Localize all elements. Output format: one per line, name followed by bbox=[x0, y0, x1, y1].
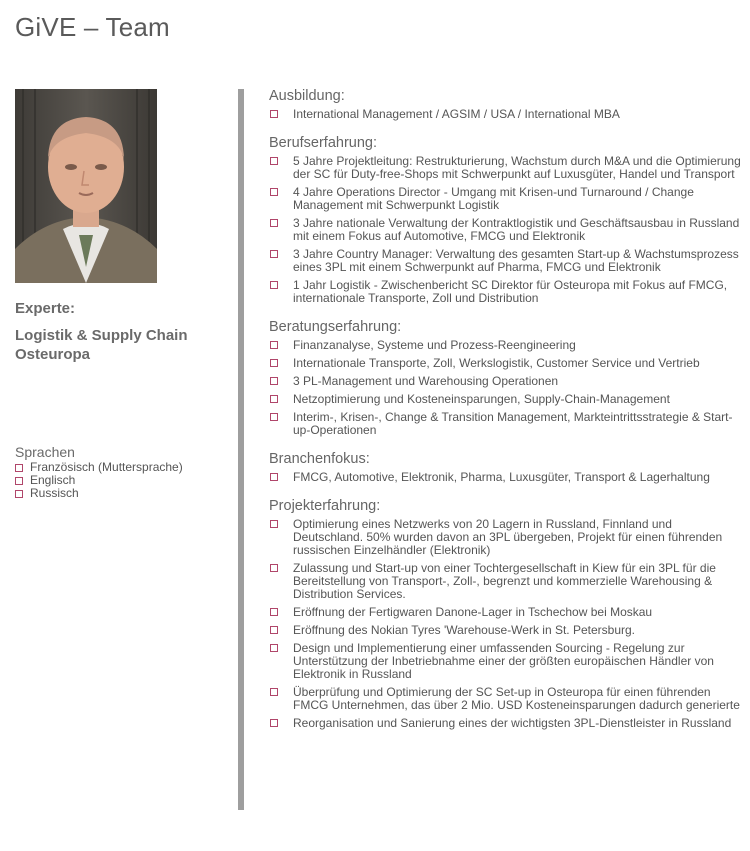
section-work-experience bbox=[269, 135, 744, 305]
square-bullet-icon bbox=[270, 626, 278, 634]
language-item: Russisch bbox=[15, 487, 183, 500]
list-item: FMCG, Automotive, Elektronik, Pharma, Luxusgüter, Transport & Lagerhaltung bbox=[269, 471, 744, 484]
list-item: 3 Jahre Country Manager: Verwaltung des gesamten Start-up & Wachstumsprozess eines 3PL mit einem Schwerpunkt auf Pharma, FMCG und Elektronik bbox=[269, 248, 744, 274]
square-bullet-icon bbox=[270, 377, 278, 385]
list-item: Überprüfung und Optimierung der SC Set-up in Osteuropa für einen führenden FMCG Unternehmen, das über 2 Mio. USD Kosteneinsparungen dadurch generierte bbox=[269, 686, 744, 712]
vertical-divider bbox=[238, 89, 244, 810]
square-bullet-icon bbox=[270, 110, 278, 118]
list-item: Design und Implementierung einer umfassenden Sourcing - Regelung zur Unterstützung der Inbetriebnahme einer der größten europäischen Händler von Elektronik in Russland bbox=[269, 642, 744, 681]
square-bullet-icon bbox=[15, 490, 23, 498]
list-item: 3 PL-Management und Warehousing Operationen bbox=[269, 375, 744, 388]
section-heading: Projekterfahrung: bbox=[269, 498, 381, 514]
language-item: Französisch (Muttersprache) bbox=[15, 461, 183, 474]
square-bullet-icon bbox=[270, 250, 278, 258]
square-bullet-icon bbox=[270, 157, 278, 165]
languages-block bbox=[15, 444, 183, 500]
list-item: Finanzanalyse, Systeme und Prozess-Reengineering bbox=[269, 339, 744, 352]
square-bullet-icon bbox=[270, 359, 278, 367]
expert-field: Logistik & Supply Chain Osteuropa bbox=[15, 327, 188, 363]
list-item: Eröffnung der Fertigwaren Danone-Lager in Tschechow bei Moskau bbox=[269, 606, 744, 619]
list-item: Netzoptimierung und Kosteneinsparungen, Supply-Chain-Management bbox=[269, 393, 744, 406]
list-item: Zulassung und Start-up von einer Tochtergesellschaft in Kiew für ein 3PL für die Bereitstellung von Transport-, Zoll-, begrenzt und kommerzielle Warehousing & Distribution Services. bbox=[269, 562, 744, 601]
section-education bbox=[269, 88, 744, 121]
section-project-experience bbox=[269, 498, 744, 730]
square-bullet-icon bbox=[270, 395, 278, 403]
square-bullet-icon bbox=[270, 520, 278, 528]
square-bullet-icon bbox=[15, 464, 23, 472]
square-bullet-icon bbox=[270, 219, 278, 227]
square-bullet-icon bbox=[270, 473, 278, 481]
list-item: 1 Jahr Logistik - Zwischenbericht SC Direktor für Osteuropa mit Fokus auf FMCG, internationale Transporte, Zoll und Distribution bbox=[269, 279, 744, 305]
square-bullet-icon bbox=[270, 608, 278, 616]
list-item: Internationale Transporte, Zoll, Werkslogistik, Customer Service und Vertrieb bbox=[269, 357, 744, 370]
section-heading: Beratungserfahrung: bbox=[269, 319, 402, 335]
square-bullet-icon bbox=[15, 477, 23, 485]
list-item: Interim-, Krisen-, Change & Transition Management, Markteintrittsstrategie & Start-up-Operationen bbox=[269, 411, 744, 437]
list-item: Optimierung eines Netzwerks von 20 Lagern in Russland, Finnland und Deutschland. 50% wurden davon an 3PL übergeben, Projekt für einen führenden russischen Einzelhändler (Elektronik) bbox=[269, 518, 744, 557]
list-item: Eröffnung des Nokian Tyres 'Warehouse-Werk in St. Petersburg. bbox=[269, 624, 744, 637]
square-bullet-icon bbox=[270, 413, 278, 421]
square-bullet-icon bbox=[270, 564, 278, 572]
square-bullet-icon bbox=[270, 644, 278, 652]
section-heading: Branchenfokus: bbox=[269, 451, 370, 467]
section-industry-focus bbox=[269, 451, 744, 484]
section-consulting-experience bbox=[269, 319, 744, 437]
list-item: 5 Jahre Projektleitung: Restrukturierung, Wachstum durch M&A und die Optimierung der SC für Duty-free-Shops mit Schwerpunkt auf Luxusgüter, Handel und Transport bbox=[269, 155, 744, 181]
list-item: 3 Jahre nationale Verwaltung der Kontraktlogistik und Geschäftsausbau in Russland mit einem Fokus auf Automotive, FMCG und Elektronik bbox=[269, 217, 744, 243]
main-content bbox=[269, 88, 744, 744]
page-title: GiVE – Team bbox=[15, 12, 170, 42]
language-item: Englisch bbox=[15, 474, 183, 487]
languages-heading: Sprachen bbox=[15, 444, 75, 460]
square-bullet-icon bbox=[270, 281, 278, 289]
square-bullet-icon bbox=[270, 719, 278, 727]
section-heading: Berufserfahrung: bbox=[269, 135, 378, 151]
list-item: Reorganisation und Sanierung eines der wichtigsten 3PL-Dienstleister in Russland bbox=[269, 717, 744, 730]
person-portrait-image bbox=[15, 89, 157, 283]
list-item: 4 Jahre Operations Director - Umgang mit Krisen-und Turnaround / Change Management mit Schwerpunkt Logistik bbox=[269, 186, 744, 212]
expert-heading: Experte: bbox=[15, 300, 76, 317]
square-bullet-icon bbox=[270, 188, 278, 196]
square-bullet-icon bbox=[270, 341, 278, 349]
profile-photo bbox=[15, 89, 157, 283]
square-bullet-icon bbox=[270, 688, 278, 696]
list-item: International Management / AGSIM / USA / International MBA bbox=[269, 108, 744, 121]
section-heading: Ausbildung: bbox=[269, 88, 345, 104]
